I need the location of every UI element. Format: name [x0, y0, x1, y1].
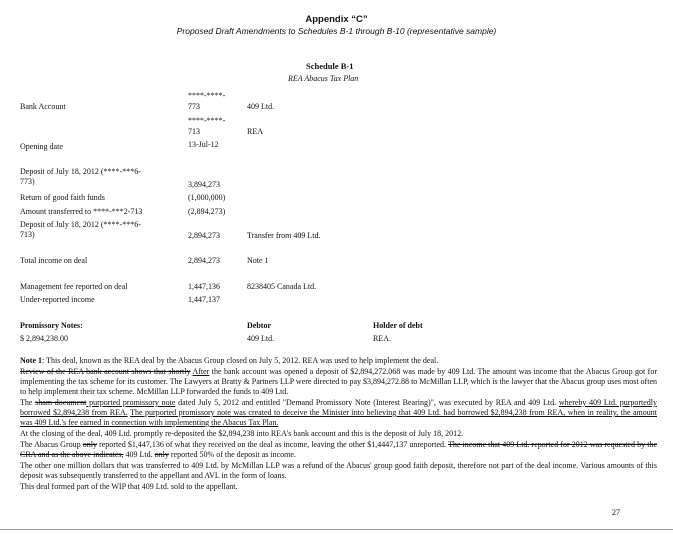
closing-paragraph: At the closing of the deal, 409 Ltd. promptly re-deposited the $2,894,238 into REA's bank account and this is the deposit of July 18, 2012.	[20, 429, 464, 438]
deleted-text: sham document	[35, 398, 87, 407]
inserted-text: After	[192, 367, 210, 376]
acct1-number: 773	[188, 102, 200, 111]
paragraph-text: 409 Ltd.	[123, 450, 155, 459]
note-1-label: Note 1	[20, 356, 42, 365]
acct2-mask: ****-****-	[188, 116, 226, 125]
deposit2-label: Deposit of July 18, 2012 (****-***6-	[20, 220, 141, 229]
schedule-subtitle: REA Abacus Tax Plan	[288, 74, 359, 83]
paragraph-text: reported 50% of the deposit as income.	[168, 450, 296, 459]
income-note-ref: Note 1	[247, 256, 269, 265]
transfer-amount: (2,894,273)	[188, 207, 226, 216]
inserted-text: whereby 409 Ltd. purportedly borrowed $2,894,238 from REA.	[20, 398, 658, 417]
acct2-owner: REA	[247, 127, 263, 136]
opening-date: 13-Jul-12	[188, 140, 219, 149]
refund-amount: (1,000,000)	[188, 193, 226, 202]
paragraph-text: The	[20, 398, 36, 407]
notes-section	[20, 356, 657, 493]
debtor-value: 409 Ltd.	[247, 334, 275, 343]
acct1-owner: 409 Ltd.	[247, 102, 275, 111]
page-bottom-rule	[0, 529, 673, 530]
inserted-text: The purported promissory note was created to deceive the Minister into believing that 409 Ltd. had borrowed $2,894,238 from REA, when in reality, the amount was 409 Ltd.'s fee earned in connection with implementing the Abacus Tax Plan.	[20, 408, 657, 427]
under-label: Under-reported income	[20, 295, 95, 304]
promissory-label: Promissory Notes:	[20, 321, 83, 330]
bank-account-label: Bank Account	[20, 102, 66, 111]
acct1-mask: ****-****-	[188, 91, 226, 100]
reporting-paragraph	[20, 440, 657, 460]
deleted-text: The income that 409 Ltd. reported for 2012 was requested by the CRA and as the above indicates,	[20, 440, 657, 459]
note-1-text: : This deal, known as the REA deal by the Abacus Group closed on July 5, 2012. REA was used to help implement the deal.	[42, 356, 439, 365]
holder-label: Holder of debt	[373, 321, 423, 330]
acct2-number: 713	[188, 127, 200, 136]
paragraph-text: The Abacus Group	[20, 440, 83, 449]
appendix-subtitle: Proposed Draft Amendments to Schedules B-1 through B-10 (representative sample)	[176, 26, 497, 36]
paragraph-text: the bank account was opened a deposit of $2,894,272.068 was made by 409 Ltd. The amount was income that the Abacus Group got for implementing the tax scheme for its customer. The Lawyers at Bratty & Partners LLP were directed to pay $3,894,272.88 to McMillan LLP, which is the lawyer that the Abacus group uses most often to help implement their tax scheme. McMillan LLP forwarded the funds to 409 Ltd.	[20, 367, 657, 396]
deposit1-amount: 3,894,273	[188, 180, 220, 189]
refund-paragraph: The other one million dollars that was transferred to 409 Ltd. by McMillan LLP was a refund of the Abacus' group good faith deposit, therefore not part of the deal income. Various amounts of this deposit was subsequently transferred to the appellant and AVL in the form of loans.	[20, 461, 657, 480]
deleted-text: only	[154, 450, 169, 459]
page-number: 27	[612, 508, 620, 517]
deposit2-amount: 2,894,273	[188, 231, 220, 240]
inserted-text: purported promissory note	[86, 398, 176, 407]
refund-label: Return of good faith funds	[20, 193, 105, 202]
holder-value: REA.	[373, 334, 391, 343]
income-amount: 2,894,273	[188, 256, 220, 265]
fee-label: Management fee reported on deal	[20, 282, 128, 291]
paragraph-text: reported $1,447,136 of what they received on the deal as income, leaving the other $1,4447,137 unreported.	[96, 440, 448, 449]
bank-review-paragraph	[20, 367, 657, 397]
transfer-label: Amount transferred to ****-***2-713	[20, 207, 143, 216]
opening-date-label: Opening date	[20, 142, 63, 151]
appendix-title: Appendix “C”	[305, 14, 368, 25]
fee-amount: 1,447,136	[188, 282, 220, 291]
promissory-amount: $ 2,894,238.00	[20, 334, 68, 343]
deposit1-label: Deposit of July 18, 2012 (****-***6-	[20, 167, 141, 176]
deposit2-label-cont: 713)	[20, 230, 35, 239]
deleted-text: Review of the REA bank account shows that shortly	[20, 367, 191, 376]
fee-note: 8238405 Canada Ltd.	[247, 282, 317, 291]
deposit1-label-cont: 773)	[20, 177, 35, 186]
under-amount: 1,447,137	[188, 295, 220, 304]
deposit2-note: Transfer from 409 Ltd.	[247, 231, 321, 240]
income-label: Total income on deal	[20, 256, 88, 265]
note-1-paragraph	[20, 356, 657, 366]
wip-paragraph: This deal formed part of the WIP that 409 Ltd. sold to the appellant.	[20, 482, 238, 491]
deleted-text: only	[82, 440, 97, 449]
debtor-label: Debtor	[247, 321, 271, 330]
promissory-note-paragraph	[20, 398, 657, 428]
paragraph-text: dated July 5, 2012 and entitled "Demand Promissory Note (Interest Bearing)", was executed by REA and 409 Ltd.	[175, 398, 559, 407]
